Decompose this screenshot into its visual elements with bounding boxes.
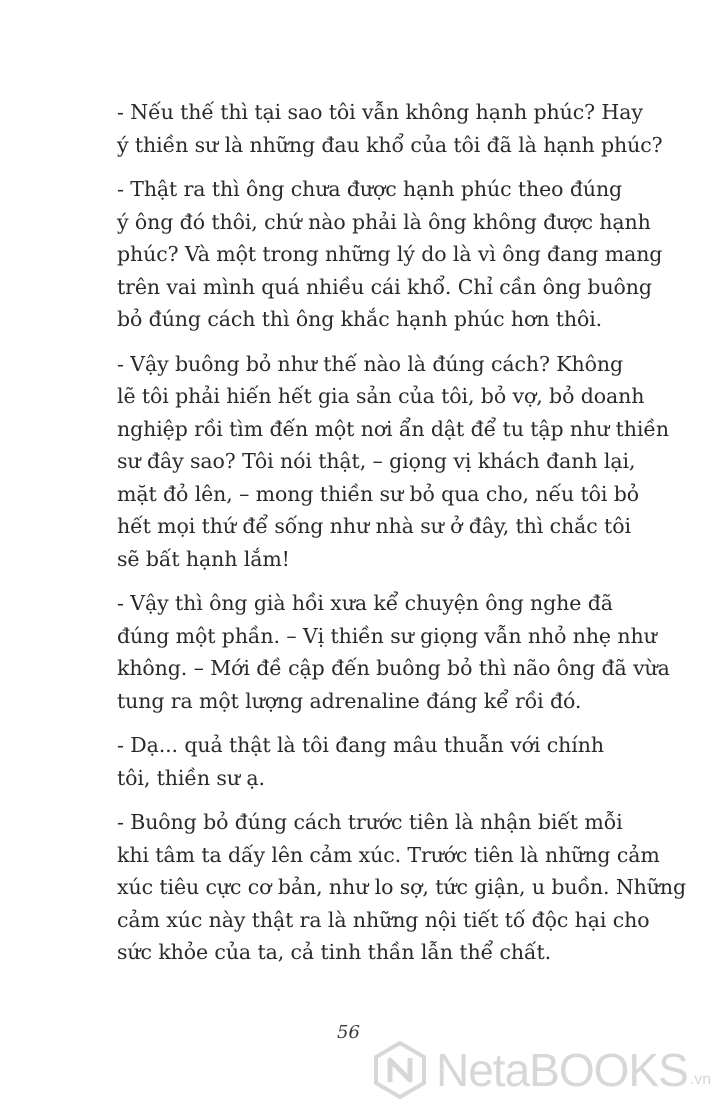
text-line: - Vậy buông bỏ như thế nào là đúng cách? Không <box>117 351 623 376</box>
paragraph <box>117 348 669 576</box>
text-line: mặt đỏ lên, – mong thiền sư bỏ qua cho, nếu tôi bỏ <box>117 481 640 506</box>
text-line: trên vai mình quá nhiều cái khổ. Chỉ cần ông buông <box>117 274 652 299</box>
paragraph <box>117 587 670 717</box>
text-line: nghiệp rồi tìm đến một nơi ẩn dật để tu tập như thiền <box>117 416 669 441</box>
watermark-suffix: .vn <box>689 1071 711 1088</box>
paragraph <box>117 806 687 969</box>
text-line: sư đây sao? Tôi nói thật, – giọng vị khách đanh lại, <box>117 449 636 473</box>
text-line: bỏ đúng cách thì ông khắc hạnh phúc hơn thôi. <box>117 307 603 331</box>
text-line: sức khỏe của ta, cả tinh thần lẫn thể chất. <box>117 940 552 964</box>
netabooks-logo-icon <box>370 1040 430 1100</box>
text-line: tôi, thiền sư ạ. <box>117 765 265 790</box>
text-line: lẽ tôi phải hiến hết gia sản của tôi, bỏ vợ, bỏ doanh <box>117 384 645 408</box>
text-line: - Thật ra thì ông chưa được hạnh phúc theo đúng <box>117 177 623 201</box>
text-line: đúng một phần. – Vị thiền sư giọng vẫn nhỏ nhẹ như <box>117 623 657 648</box>
text-line: cảm xúc này thật ra là những nội tiết tố độc hại cho <box>117 907 650 932</box>
text-line: phúc? Và một trong những lý do là vì ông đang mang <box>117 242 663 266</box>
watermark <box>370 1035 711 1105</box>
text-line: - Nếu thế thì tại sao tôi vẫn không hạnh phúc? Hay <box>117 100 643 124</box>
paragraph <box>117 729 617 794</box>
text-line: không. – Mới đề cập đến buông bỏ thì não ông đã vừa <box>117 656 670 680</box>
text-line: - Buông bỏ đúng cách trước tiên là nhận biết mỗi <box>117 810 623 834</box>
page-number: 56 <box>337 1022 360 1043</box>
text-line: ý thiền sư là những đau khổ của tôi đã là hạnh phúc? <box>117 132 663 157</box>
text-line: - Dạ... quả thật là tôi đang mâu thuẫn với chính <box>117 733 604 757</box>
text-line: khi tâm ta dấy lên cảm xúc. Trước tiên là những cảm <box>117 842 660 867</box>
paragraph <box>117 96 663 161</box>
page-body <box>117 96 687 981</box>
text-line: xúc tiêu cực cơ bản, như lo sợ, tức giận, u buồn. Những <box>117 875 687 899</box>
text-line: ý ông đó thôi, chứ nào phải là ông không được hạnh <box>117 209 651 234</box>
text-line: sẽ bất hạnh lắm! <box>117 546 290 571</box>
watermark-brand: NetaBOOKS <box>436 1044 688 1096</box>
paragraph <box>117 173 663 336</box>
text-line: - Vậy thì ông già hồi xưa kể chuyện ông nghe đã <box>117 591 613 615</box>
text-line: tung ra một lượng adrenaline đáng kể rồi đó. <box>117 688 582 713</box>
text-line: hết mọi thứ để sống như nhà sư ở đây, thì chắc tôi <box>117 514 631 538</box>
